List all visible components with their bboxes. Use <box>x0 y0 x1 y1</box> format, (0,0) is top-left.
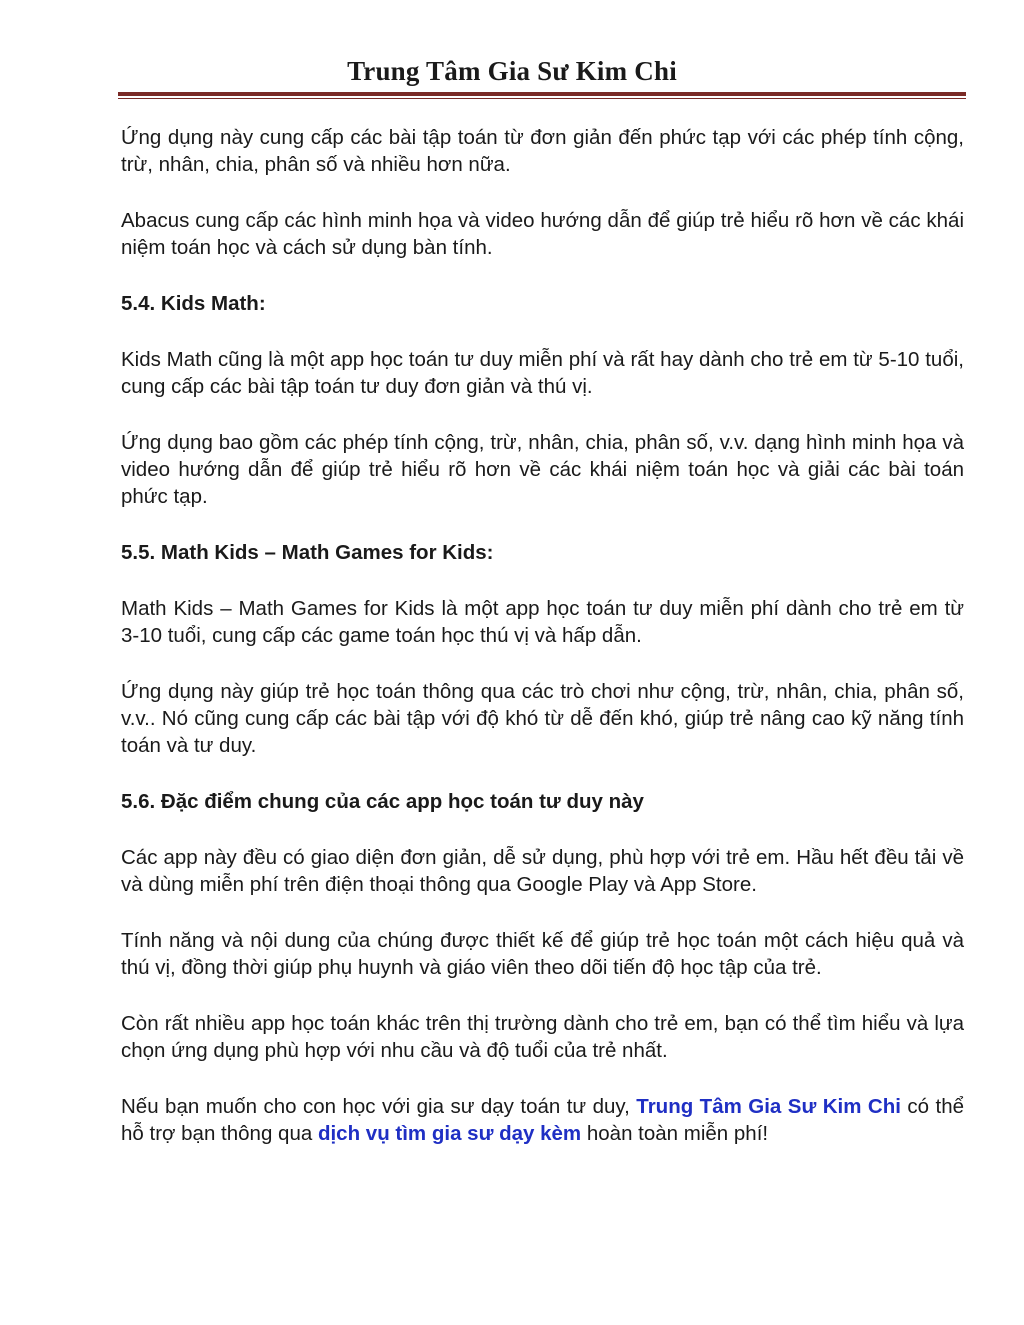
page-header <box>0 56 1024 87</box>
section-heading-math-kids: 5.5. Math Kids – Math Games for Kids: <box>121 541 494 564</box>
document-body <box>121 124 964 1176</box>
paragraph: Ứng dụng này giúp trẻ học toán thông qua các trò chơi như cộng, trừ, nhân, chia, phân số, v.v.. Nó cũng cung cấp các bài tập với độ khó từ dễ đến khó, giúp trẻ nâng cao kỹ năng tính toán và tư duy. <box>121 680 964 757</box>
paragraph: Ứng dụng này cung cấp các bài tập toán từ đơn giản đến phức tạp với các phép tính cộng, trừ, nhân, chia, phân số và nhiều hơn nữa. <box>121 126 964 176</box>
paragraph: Còn rất nhiều app học toán khác trên thị trường dành cho trẻ em, bạn có thể tìm hiểu và lựa chọn ứng dụng phù hợp với nhu cầu và độ tuổi của trẻ nhất. <box>121 1012 964 1062</box>
center-name-link[interactable]: Trung Tâm Gia Sư Kim Chi <box>636 1095 901 1118</box>
header-divider <box>118 92 966 99</box>
paragraph: Ứng dụng bao gồm các phép tính cộng, trừ, nhân, chia, phân số, v.v. dạng hình minh họa và video hướng dẫn để giúp trẻ hiểu rõ hơn về các khái niệm toán học và giải các bài toán phức tạp. <box>121 431 964 508</box>
paragraph: Math Kids – Math Games for Kids là một app học toán tư duy miễn phí dành cho trẻ em từ 3-10 tuổi, cung cấp các game toán học thú vị và hấp dẫn. <box>121 597 964 647</box>
paragraph: Abacus cung cấp các hình minh họa và video hướng dẫn để giúp trẻ hiểu rõ hơn về các khái niệm toán học và cách sử dụng bàn tính. <box>121 209 964 259</box>
closing-text-3: hoàn toàn miễn phí! <box>581 1122 769 1145</box>
section-heading-kids-math: 5.4. Kids Math: <box>121 292 266 315</box>
closing-paragraph <box>121 1093 964 1147</box>
paragraph: Các app này đều có giao diện đơn giản, dễ sử dụng, phù hợp với trẻ em. Hầu hết đều tải về và dùng miễn phí trên điện thoại thông qua Google Play và App Store. <box>121 846 964 896</box>
closing-text-2: có thể hỗ trợ bạn thông qua <box>121 1095 965 1145</box>
closing-text-1: Nếu bạn muốn cho con học với gia sư dạy toán tư duy, <box>121 1095 637 1118</box>
section-heading-common-features: 5.6. Đặc điểm chung của các app học toán tư duy này <box>121 790 644 813</box>
paragraph: Tính năng và nội dung của chúng được thiết kế để giúp trẻ học toán một cách hiệu quả và thú vị, đồng thời giúp phụ huynh và giáo viên theo dõi tiến độ học tập của trẻ. <box>121 929 964 979</box>
paragraph: Kids Math cũng là một app học toán tư duy miễn phí và rất hay dành cho trẻ em từ 5-10 tuổi, cung cấp các bài tập toán tư duy đơn giản và thú vị. <box>121 348 964 398</box>
tutor-service-link[interactable]: dịch vụ tìm gia sư dạy kèm <box>317 1122 582 1145</box>
header-title: Trung Tâm Gia Sư Kim Chi <box>347 56 677 86</box>
